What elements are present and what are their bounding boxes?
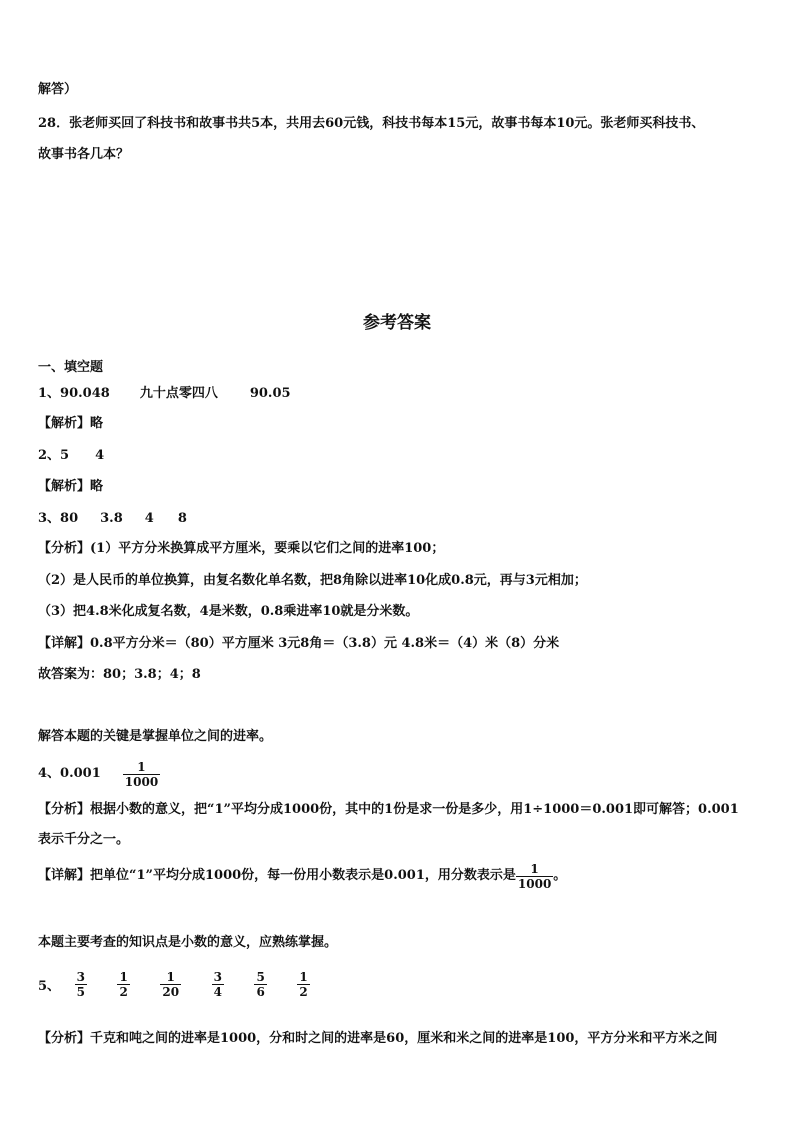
answer-3-summary: 解答本题的关键是掌握单位之间的进率。 [38, 729, 273, 744]
answer-3-conclusion: 故答案为：80；3.8；4；8 [38, 667, 201, 682]
answer-2: 2、5 4 [38, 448, 105, 463]
answer-5-fraction-4: $\frac{3}{4}$ [213, 970, 222, 999]
answer-4-fraction: $\frac{1}{1000}$ [124, 759, 159, 789]
answer-2-note: 【解析】略 [38, 479, 104, 494]
answer-3-analysis-2: （2）是人民币的单位换算，由复名数化单名数，把8角除以进率10化成0.8元，再与3元相加； [38, 573, 587, 588]
q27-tail: 解答） [38, 82, 78, 97]
answer-4: 4、0.001 $\frac{1}{1000}$ [38, 759, 159, 789]
answer-1: 1、90.048 九十点零四八 90.05 [38, 386, 291, 401]
answer-4-detail-fraction: $\frac{1}{1000}$ [517, 861, 552, 891]
answer-1-note: 【解析】略 [38, 416, 104, 431]
answer-5-fraction-3: $\frac{1}{20}$ [162, 970, 180, 999]
answer-5-analysis: 【分析】千克和吨之间的进率是1000，分和时之间的进率是60，厘米和米之间的进率是100，平方分米和平方米之间 [38, 1031, 718, 1046]
answer-5-fraction-6: $\frac{1}{2}$ [299, 970, 308, 999]
answer-5-fraction-1: $\frac{3}{5}$ [76, 970, 85, 999]
answer-3-analysis-1: 【分析】(1）平方分米换算成平方厘米，要乘以它们之间的进率100； [38, 541, 445, 556]
answer-5-fraction-5: $\frac{5}{6}$ [256, 970, 265, 999]
answer-4-detail: 【详解】把单位“1”平均分成1000份，每一份用小数表示是0.001，用分数表示是 $\frac{1}{1000}$ 。 [38, 861, 567, 891]
q28-line1: 28．张老师买回了科技书和故事书共5本，共用去60元钱，科技书每本15元，故事书每本10元。张老师买科技书、 [38, 116, 705, 131]
q28-line2: 故事书各几本？ [38, 147, 130, 162]
section-fill-blank: 一、填空题 [38, 360, 104, 375]
answer-3-detail: 【详解】0.8平方分米＝（80）平方厘米 3元8角＝（3.8）元 4.8米＝（4）米（8）分米 [38, 636, 560, 651]
answer-title: 参考答案 [363, 313, 431, 333]
answer-5: 5、 $\frac{3}{5}$ $\frac{1}{2}$ $\frac{1}{20}$ $\frac{3}{4}$ $\frac{5}{6}$ $\frac{1}{2}$ [38, 970, 308, 999]
answer-4-analysis-1: 【分析】根据小数的意义，把“1”平均分成1000份，其中的1份是求一份是多少，用1÷1000＝0.001即可解答；0.001 [38, 802, 739, 817]
answer-5-fraction-2: $\frac{1}{2}$ [119, 970, 128, 999]
answer-4-summary: 本题主要考查的知识点是小数的意义，应熟练掌握。 [38, 935, 338, 950]
answer-3-analysis-3: （3）把4.8米化成复名数，4是米数，0.8乘进率10就是分米数。 [38, 604, 419, 619]
answer-3: 3、80 3.8 4 8 [38, 511, 187, 526]
answer-4-analysis-2: 表示千分之一。 [38, 832, 130, 847]
